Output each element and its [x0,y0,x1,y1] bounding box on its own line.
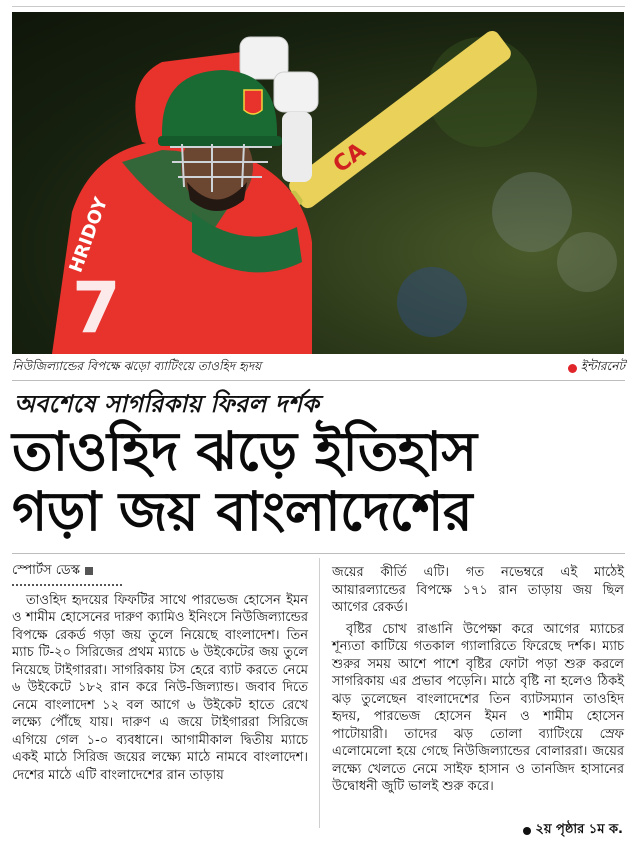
article-paragraph: বৃষ্টির চোখ রাঙানি উপেক্ষা করে আগের ম্যাচের শূন্যতা কাটিয়ে গতকাল গ্যালারিতে ফিরেছে দর্শক। ম্যাচ শুরুর সময় আশে পাশে বৃষ্টির ফোটা পড়া শুরু করলে সাগরিকায় এর প্রভাব পড়েনি। মাঠে বৃষ্টি না হলেও ঠিকই ঝড় তুলেছেন বাংলাদেশের তিন ব্যাটসম্যান তাওহিদ হৃদয়, পারভেজ হোসেন ইমন ও শামীম হোসেন পাটোয়ারী। তাদের ঝড় তোলা ব্যাটিংয়ে স্রেফ এলোমেলো হয়ে গেছে নিউজিল্যান্ডের বোলাররা। জয়ের লক্ষ্যে খেলতে নেমে সাইফ হাসান ও তানজিদ হাসানের উদ্বোধনী জুটি ভালই শুরু করে। [332,621,624,794]
byline [12,562,308,580]
headline-divider [12,553,625,554]
column-separator [319,558,320,828]
svg-text:CA: CA [328,138,371,179]
news-photo [12,12,624,354]
kicker: অবশেষে সাগরিকায় ফিরল দর্শক [14,390,320,418]
headline-line-2: গড়া জয় বাংলাদেশের [12,480,473,543]
red-dot-icon [568,364,577,373]
article-column-left [12,562,308,784]
square-icon [85,567,93,575]
byline-dots [12,584,122,586]
bullet-icon [523,827,531,835]
jump-label: ২য় পৃষ্ঠার ১ম ক. [535,822,623,837]
headline-line-1: তাওহিদ ঝড়ে ইতিহাস [12,420,477,483]
caption-divider [12,380,625,381]
svg-text:7: 7 [72,267,121,349]
caption-row [12,358,625,378]
photo-credit-label: ইন্টারনেট [580,359,625,373]
article-paragraph: তাওহিদ হৃদয়ের ফিফটির সাথে পারভেজ হোসেন ইমন ও শামীম হোসেনের দারুণ ক্যামিও ইনিংসে নিউজিল্যান্ডের বিপক্ষে রেকর্ড গড়া জয় তুলে নিয়েছে বাংলাদেশ। তিন ম্যাচ টি-২০ সিরিজের প্রথম ম্যাচে ৬ উইকেটের জয় তুলে নিয়েছে টাইগাররা। সাগরিকায় টস হেরে ব্যাট করতে নেমে ৬ উইকেটে ১৮২ রান করে নিউ-জিল্যান্ড। জবাব দিতে নেমে বাংলাদেশ ১২ বল আগে ৬ উইকেট হাতে রেখে লক্ষ্যে পৌঁছে যায়। দারুণ এ জয়ে টাইগাররা সিরিজে এগিয়ে গেল ১-০ ব্যবধানে। আগামীকাল দ্বিতীয় ম্যাচে একই মাঠে সিরিজ জয়ের লক্ষ্যে মাঠে নামবে বাংলাদেশ। দেশের মাঠে এটি বাংলাদেশের রান তাড়ায় [12,592,308,783]
article-paragraph: জয়ের কীর্তি এটি। গত নভেম্বরে এই মাঠেই আয়ারল্যান্ডের বিপক্ষে ১৭১ রান তাড়ায় জয় ছিল আগের রেকর্ড। [332,565,624,615]
headline [12,422,624,542]
photo-credit [568,358,625,378]
article-column-right [332,564,624,796]
continued-jump[interactable] [523,820,623,841]
cricketer-illustration [12,12,624,354]
top-rule [12,6,625,7]
photo-caption: নিউজিল্যান্ডের বিপক্ষে ঝড়ো ব্যাটিংয়ে তাওহিদ হৃদয় [12,359,262,373]
svg-text:HRIDOY: HRIDOY [65,194,113,276]
byline-label: স্পোর্টস ডেস্ক [12,563,80,578]
